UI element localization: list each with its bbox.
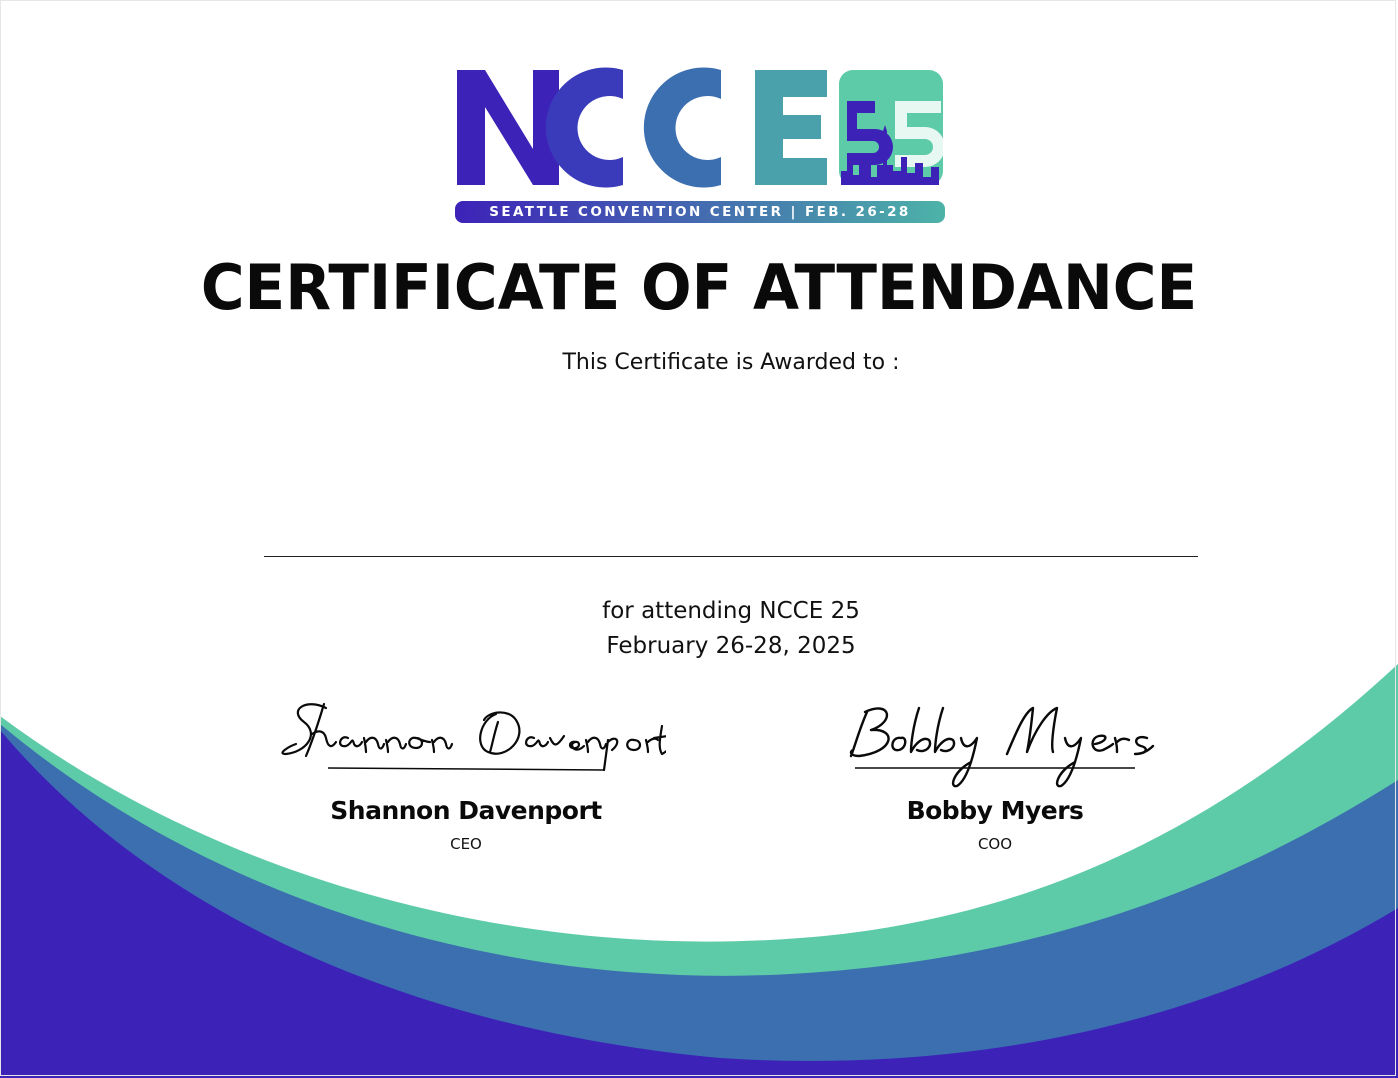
awarded-to-label: This Certificate is Awarded to : (562, 350, 900, 375)
signatory-role-ceo: CEO (450, 835, 482, 853)
date-line: February 26-28, 2025 (606, 633, 856, 659)
signatory-role-coo: COO (977, 835, 1013, 853)
ncce-logo (455, 67, 947, 225)
signatory-name-ceo: Shannon Davenport (330, 796, 602, 825)
signature-block-coo (795, 690, 1195, 860)
event-line: for attending NCCE 25 (602, 598, 860, 624)
signature-block-ceo (266, 690, 666, 860)
certificate-title: CERTIFICATE OF ATTENDANCE (200, 251, 1198, 324)
signature-bobby-myers (795, 690, 1195, 790)
recipient-name-line (264, 556, 1198, 557)
signature-shannon-davenport (266, 690, 666, 780)
signatory-name-coo: Bobby Myers (906, 796, 1084, 825)
logo-banner-text: SEATTLE CONVENTION CENTER | FEB. 26-28 (489, 204, 911, 220)
